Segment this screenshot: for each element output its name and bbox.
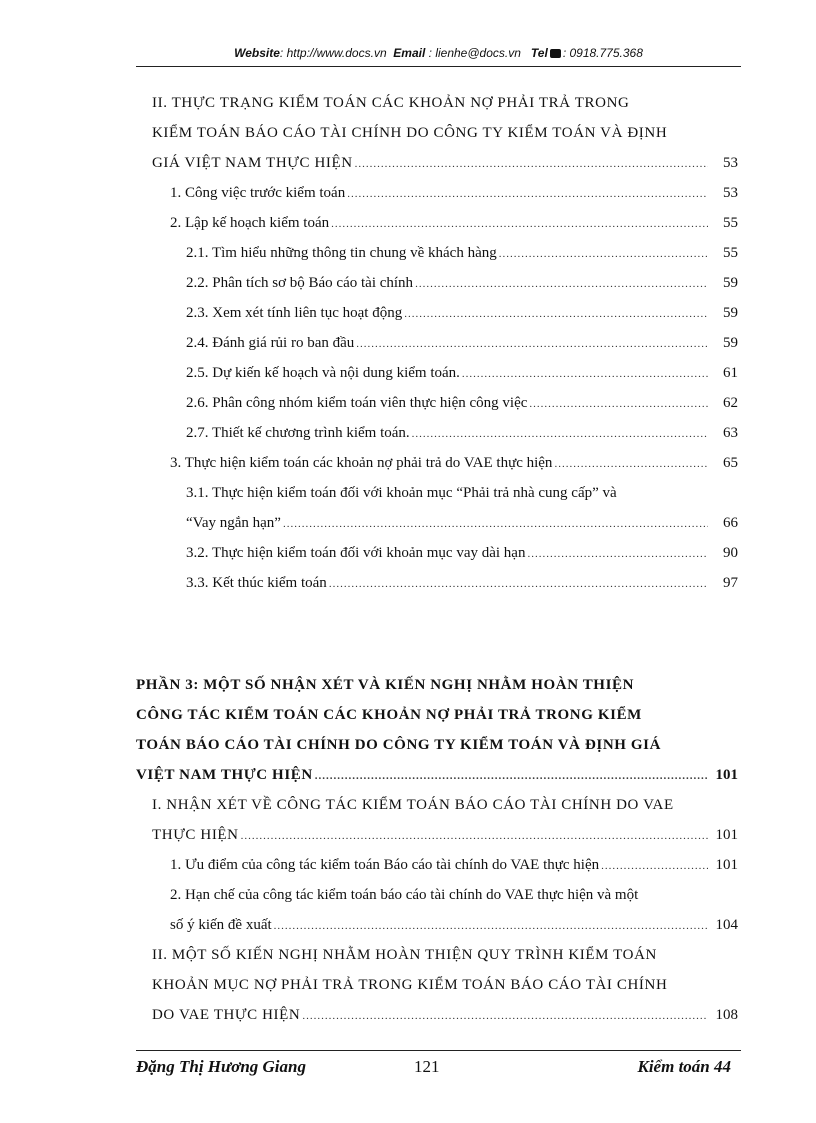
toc-entry-2-4 xyxy=(186,335,738,352)
toc-page-number: 62 xyxy=(723,395,738,411)
toc-part-3-i-1 xyxy=(170,857,738,874)
toc-page-number: 65 xyxy=(723,455,738,471)
toc-part-3-line-2: CÔNG TÁC KIỂM TOÁN CÁC KHOẢN NỢ PHẢI TRẢ TRONG KIỂM xyxy=(136,707,642,723)
leader-dots xyxy=(329,578,708,590)
toc-entry-text: “Vay ngắn hạn” xyxy=(186,515,281,531)
leader-dots xyxy=(529,398,708,410)
toc-page-number: 104 xyxy=(715,917,738,933)
toc-page-number: 59 xyxy=(723,275,738,291)
toc-part-3-i-line-1: I. NHẬN XÉT VỀ CÔNG TÁC KIỂM TOÁN BÁO CÁO TÀI CHÍNH DO VAE xyxy=(152,797,674,813)
toc-entry-text: 2.1. Tìm hiểu những thông tin chung về khách hàng xyxy=(186,245,497,261)
leader-dots xyxy=(347,188,708,200)
tel-value: : 0918.775.368 xyxy=(562,46,643,60)
toc-entry-text: VIỆT NAM THỰC HIỆN xyxy=(136,767,313,783)
toc-page-number: 101 xyxy=(715,827,738,843)
toc-entry-text: 3.3. Kết thúc kiểm toán xyxy=(186,575,327,591)
toc-entry-2-6 xyxy=(186,395,738,412)
leader-dots xyxy=(355,158,708,170)
toc-entry-text: DO VAE THỰC HIỆN xyxy=(152,1007,301,1023)
toc-part-3-line-3: TOÁN BÁO CÁO TÀI CHÍNH DO CÔNG TY KIỂM TOÁN VÀ ĐỊNH GIÁ xyxy=(136,737,662,753)
toc-page-number: 90 xyxy=(723,545,738,561)
toc-entry-text: 2.6. Phân công nhóm kiểm toán viên thực hiện công việc xyxy=(186,395,528,411)
toc-entry-1 xyxy=(170,185,738,202)
toc-entry-text: 1. Ưu điểm của công tác kiểm toán Báo cáo tài chính do VAE thực hiện xyxy=(170,857,600,873)
page-header xyxy=(136,46,741,67)
leader-dots xyxy=(241,830,708,842)
toc-entry-text: 2.7. Thiết kế chương trình kiểm toán. xyxy=(186,425,410,441)
leader-dots xyxy=(499,248,708,260)
toc-page-number: 55 xyxy=(723,245,738,261)
leader-dots xyxy=(274,920,708,932)
toc-entry-text: GIÁ VIỆT NAM THỰC HIỆN xyxy=(152,155,353,171)
leader-dots xyxy=(601,860,708,872)
website-value: : http://www.docs.vn xyxy=(279,46,387,60)
toc-part-3-i-2-line-1: 2. Hạn chế của công tác kiểm toán báo cáo tài chính do VAE thực hiện và một xyxy=(170,887,639,903)
tel-label: Tel xyxy=(530,46,548,60)
leader-dots xyxy=(356,338,708,350)
toc-entry-text: 3.2. Thực hiện kiểm toán đối với khoản mục vay dài hạn xyxy=(186,545,526,561)
email-label: Email xyxy=(393,46,426,60)
toc-entry-2-3 xyxy=(186,305,738,322)
toc-page-number: 97 xyxy=(723,575,738,591)
website-label: Website xyxy=(234,46,280,60)
leader-dots xyxy=(554,458,708,470)
toc-page-number: 53 xyxy=(723,185,738,201)
toc-entry-text: 2. Lập kế hoạch kiểm toán xyxy=(170,215,330,231)
toc-part-3-i-line-2 xyxy=(152,827,738,844)
toc-part-3-ii-line-1: II. MỘT SỐ KIẾN NGHỊ NHẰM HOÀN THIỆN QUY TRÌNH KIỂM TOÁN xyxy=(152,947,657,963)
leader-dots xyxy=(462,368,708,380)
toc-part-3-line-1: PHẦN 3: MỘT SỐ NHẬN XÉT VÀ KIẾN NGHỊ NHẰM HOÀN THIỆN xyxy=(136,677,635,693)
email-value: : lienhe@docs.vn xyxy=(425,46,521,60)
toc-entry-2-7 xyxy=(186,425,738,442)
phone-icon xyxy=(550,49,561,58)
toc-page-number: 108 xyxy=(715,1007,738,1023)
toc-part-3-ii-line-3 xyxy=(152,1007,738,1024)
toc-entry-text: 1. Công việc trước kiểm toán xyxy=(170,185,346,201)
toc-part-3-i-2-line-2 xyxy=(170,917,738,934)
toc-entry-text: 2.3. Xem xét tính liên tục hoạt động xyxy=(186,305,403,321)
toc-page-number: 55 xyxy=(723,215,738,231)
toc-entry-2-2 xyxy=(186,275,738,292)
leader-dots xyxy=(527,548,708,560)
toc-page-number: 63 xyxy=(723,425,738,441)
toc-part-3-line-4 xyxy=(136,767,738,784)
footer-class-name: Kiểm toán 44 xyxy=(637,1057,731,1076)
leader-dots xyxy=(412,428,708,440)
toc-entry-3-1-line-1: 3.1. Thực hiện kiểm toán đối với khoản mục “Phải trả nhà cung cấp” và xyxy=(186,485,617,501)
toc-entry-2 xyxy=(170,215,738,232)
toc-page-number: 59 xyxy=(723,305,738,321)
toc-entry-3-1-line-2 xyxy=(186,515,738,532)
toc-page-number: 66 xyxy=(723,515,738,531)
toc-entry-text: số ý kiến đề xuất xyxy=(170,917,272,933)
toc-entry-text: 2.4. Đánh giá rủi ro ban đầu xyxy=(186,335,355,351)
leader-dots xyxy=(331,218,708,230)
footer-page-number: 121 xyxy=(414,1057,440,1076)
toc-entry-text: 2.5. Dự kiến kế hoạch và nội dung kiểm toán. xyxy=(186,365,460,381)
toc-entry-3-2 xyxy=(186,545,738,562)
toc-page-number: 101 xyxy=(715,767,738,783)
toc-page-number: 61 xyxy=(723,365,738,381)
toc-entry-3 xyxy=(170,455,738,472)
toc-entry-text: 2.2. Phân tích sơ bộ Báo cáo tài chính xyxy=(186,275,414,291)
toc-section-2-line-1: II. THỰC TRẠNG KIỂM TOÁN CÁC KHOẢN NỢ PHẢI TRẢ TRONG xyxy=(152,95,630,111)
toc-entry-2-1 xyxy=(186,245,738,262)
toc-page-number: 101 xyxy=(715,857,738,873)
leader-dots xyxy=(415,278,708,290)
toc-section-2-line-2: KIỂM TOÁN BÁO CÁO TÀI CHÍNH DO CÔNG TY KIỂM TOÁN VÀ ĐỊNH xyxy=(152,125,668,141)
toc-section-2-line-3 xyxy=(152,155,738,172)
toc-page-number: 59 xyxy=(723,335,738,351)
toc-page-number: 53 xyxy=(723,155,738,171)
leader-dots xyxy=(302,1010,708,1022)
leader-dots xyxy=(283,518,708,530)
page-footer xyxy=(136,1050,741,1076)
leader-dots xyxy=(404,308,708,320)
toc-entry-text: THỰC HIỆN xyxy=(152,827,239,843)
toc-part-3-ii-line-2: KHOẢN MỤC NỢ PHẢI TRẢ TRONG KIỂM TOÁN BÁO CÁO TÀI CHÍNH xyxy=(152,977,668,993)
leader-dots xyxy=(315,770,708,782)
toc-entry-2-5 xyxy=(186,365,738,382)
footer-author: Đặng Thị Hương Giang xyxy=(136,1057,306,1076)
toc-entry-3-3 xyxy=(186,575,738,592)
toc-entry-text: 3. Thực hiện kiểm toán các khoản nợ phải trả do VAE thực hiện xyxy=(170,455,553,471)
